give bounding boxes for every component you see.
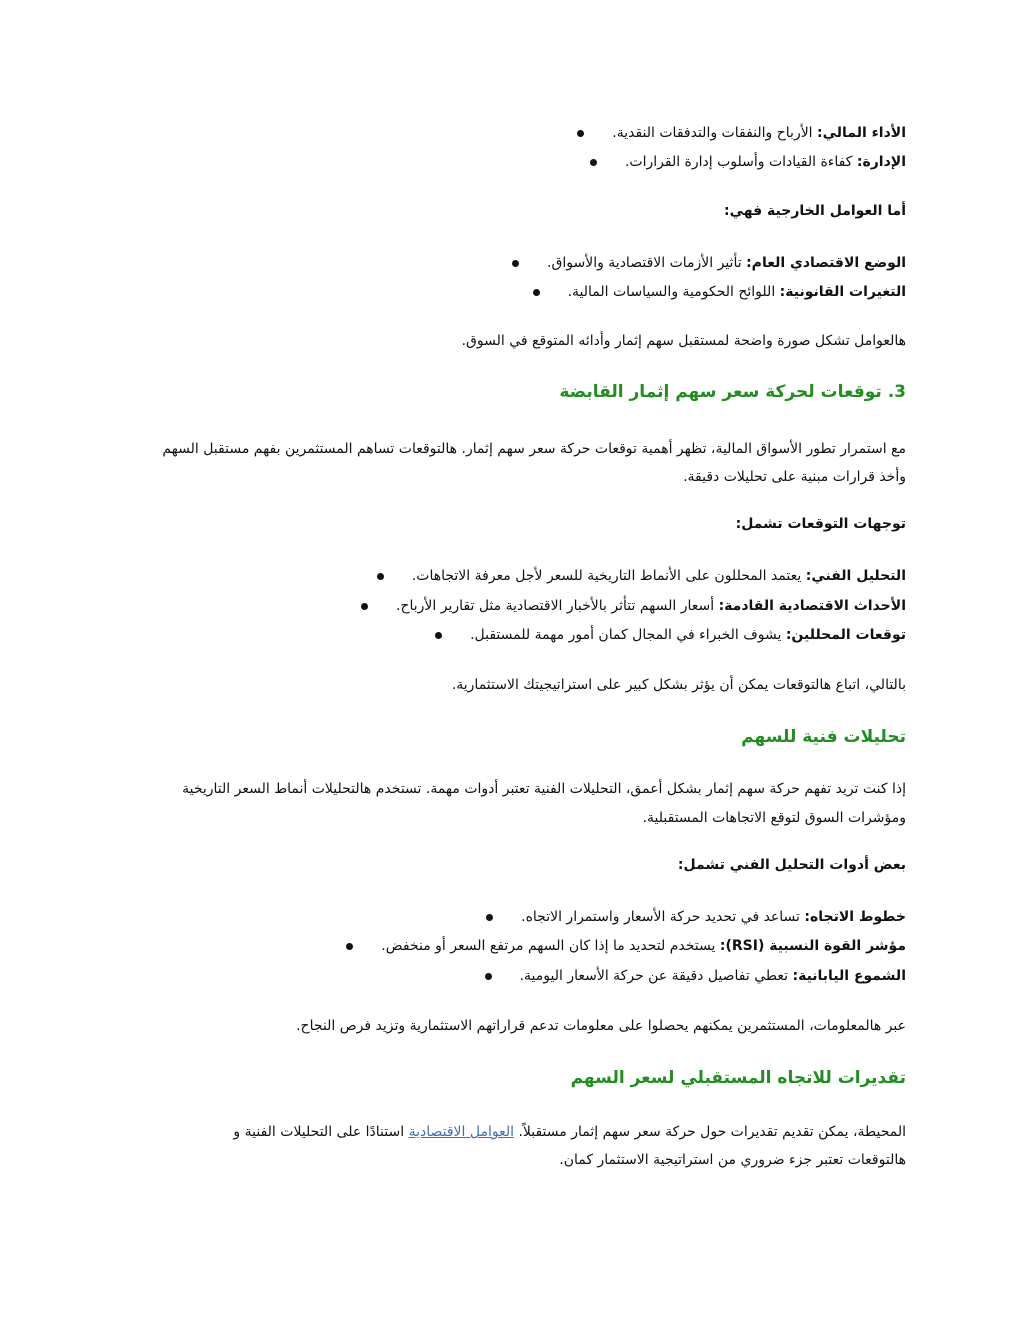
- summary-text: بالتالي، اتباع هالتوقعات يمكن أن يؤثر بشكل كبير على استراتيجيتك الاستثمارية.: [451, 677, 906, 693]
- economic-factors-link[interactable]: العوامل الاقتصادية: [408, 1124, 514, 1140]
- paragraph-text: استنادًا على التحليلات الفنية و: [233, 1124, 409, 1140]
- paragraph-line: مع استمرار تطور الأسواق المالية، تظهر أهمية توقعات حركة سعر سهم إثمار. هالتوقعات تساهم المستثمرين بفهم مستقبل السهم: [162, 441, 906, 457]
- bullet-icon: [346, 943, 353, 950]
- paragraph-line: ومؤشرات السوق لتوقع الاتجاهات المستقبلية.: [642, 810, 906, 826]
- section-heading: 3. توقعات لحركة سعر سهم إثمار القابضة: [559, 382, 906, 402]
- list-item-term: توقعات المحللين:: [785, 627, 906, 643]
- list-item-text: تأثير الأزمات الاقتصادية والأسواق.: [547, 255, 747, 271]
- list-item: [377, 566, 906, 586]
- list-item: [486, 907, 906, 927]
- list-item-term: مؤشر القوة النسبية (RSI):: [719, 938, 906, 954]
- list-item-term: الأحداث الاقتصادية القادمة:: [718, 598, 906, 614]
- list-item-term: خطوط الاتجاه:: [804, 909, 906, 925]
- list-item-text: أسعار السهم تتأثر بالأخبار الاقتصادية مثل تقارير الأرباح.: [396, 598, 719, 614]
- bullet-icon: [486, 914, 493, 921]
- bullet-icon: [577, 130, 584, 137]
- list-item-text: يستخدم لتحديد ما إذا كان السهم مرتفع السعر أو منخفض.: [381, 938, 720, 954]
- list-item: [590, 152, 906, 172]
- list-item-text: تعطي تفاصيل دقيقة عن حركة الأسعار اليومية.: [519, 968, 793, 984]
- list-item: [533, 282, 906, 302]
- list-item-term: التغيرات القانونية:: [779, 284, 906, 300]
- bullet-icon: [435, 632, 442, 639]
- bullet-icon: [377, 573, 384, 580]
- list-item-text: اللوائح الحكومية والسياسات المالية.: [567, 284, 780, 300]
- summary-text: هالعوامل تشكل صورة واضحة لمستقبل سهم إثمار وأدائه المتوقع في السوق.: [461, 333, 906, 349]
- bullet-icon: [590, 159, 597, 166]
- bullet-icon: [485, 973, 492, 980]
- list-item-term: الإدارة:: [856, 154, 906, 170]
- paragraph-line: هالتوقعات تعتبر جزء ضروري من استراتيجية الاستثمار كمان.: [559, 1152, 906, 1168]
- list-item: [577, 123, 906, 143]
- list-item-text: كفاءة القيادات وأسلوب إدارة القرارات.: [624, 154, 857, 170]
- list-item-term: الوضع الاقتصادي العام:: [746, 255, 906, 271]
- list-item-term: التحليل الفني:: [805, 568, 906, 584]
- paragraph-line: إذا كنت تريد تفهم حركة سهم إثمار بشكل أعمق، التحليلات الفنية تعتبر أدوات مهمة. تستخدم هالتحليلات أنماط السعر التاريخية: [182, 781, 906, 797]
- bullet-icon: [512, 260, 519, 267]
- list-item-text: يعتمد المحللون على الأنماط التاريخية للسعر لأجل معرفة الاتجاهات.: [411, 568, 806, 584]
- list-item-term: الشموع اليابانية:: [792, 968, 906, 984]
- bullet-icon: [533, 289, 540, 296]
- list-item-text: يشوف الخبراء في المجال كمان أمور مهمة للمستقبل.: [470, 627, 786, 643]
- trends-label: توجهات التوقعات تشمل:: [735, 516, 906, 532]
- external-factors-label: أما العوامل الخارجية فهي:: [724, 203, 906, 219]
- list-item: [512, 253, 906, 273]
- section-heading: تحليلات فنية للسهم: [741, 727, 906, 747]
- list-item-term: الأداء المالي:: [817, 125, 906, 141]
- list-item: [361, 596, 906, 616]
- section-heading: تقديرات للاتجاه المستقبلي لسعر السهم: [570, 1068, 906, 1088]
- bullet-icon: [361, 603, 368, 610]
- list-item: [485, 966, 906, 986]
- tools-label: بعض أدوات التحليل الفني تشمل:: [677, 857, 906, 873]
- list-item-text: تساعد في تحديد حركة الأسعار واستمرار الاتجاه.: [521, 909, 805, 925]
- paragraph-line: وأخذ قرارات مبنية على تحليلات دقيقة.: [683, 469, 906, 485]
- paragraph-line: [233, 1122, 906, 1142]
- list-item: [346, 936, 906, 956]
- list-item: [435, 625, 906, 645]
- summary-text: عبر هالمعلومات، المستثمرين يمكنهم يحصلوا على معلومات تدعم قراراتهم الاستثمارية وتزيد فرص النجاح.: [296, 1018, 906, 1034]
- paragraph-text: المحيطة، يمكن تقديم تقديرات حول حركة سعر سهم إثمار مستقبلاً.: [518, 1124, 906, 1140]
- list-item-text: الأرباح والنفقات والتدفقات النقدية.: [612, 125, 818, 141]
